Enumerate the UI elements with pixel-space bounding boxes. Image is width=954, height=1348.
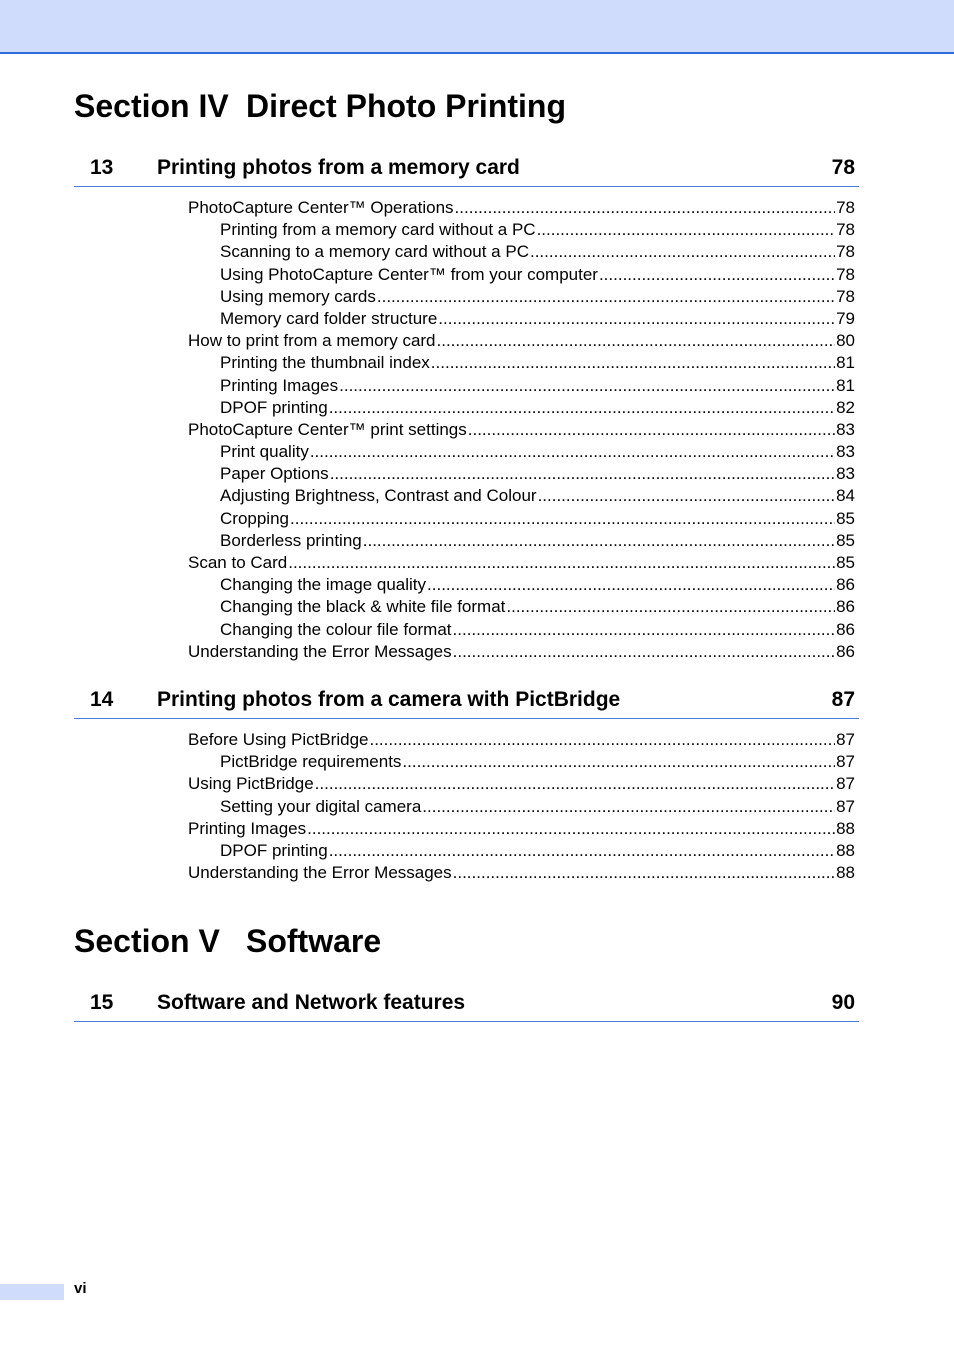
toc-entry-page: 85 — [836, 508, 855, 528]
toc-entry[interactable] — [188, 308, 855, 330]
toc-entry-title: Using memory cards — [220, 286, 376, 306]
toc-entry-page: 82 — [836, 397, 855, 417]
toc-entry-title: Changing the colour file format — [220, 619, 452, 639]
dot-leader — [377, 286, 835, 308]
toc-entry-page: 83 — [836, 419, 855, 439]
toc-entry-title: Using PhotoCapture Center™ from your computer — [220, 264, 598, 284]
toc-entry[interactable] — [188, 751, 855, 773]
toc-entry-page: 87 — [836, 796, 855, 816]
toc-entry-page: 79 — [836, 308, 855, 328]
toc-entry-title: Scan to Card — [188, 553, 288, 572]
dot-leader — [506, 596, 835, 618]
chapter-number: 14 — [90, 688, 114, 711]
toc-entry-page: 85 — [836, 553, 855, 572]
toc-entry-page: 78 — [836, 198, 855, 217]
toc-entry-title: How to print from a memory card — [188, 331, 436, 351]
chapter-title: Printing photos from a camera with PictBridge — [157, 688, 621, 711]
toc-entry[interactable] — [188, 197, 855, 219]
toc-entries — [188, 729, 855, 884]
toc-entries — [188, 197, 855, 663]
dot-leader — [455, 197, 836, 219]
toc-entry[interactable] — [188, 330, 855, 352]
chapter-page: 87 — [831, 688, 855, 711]
toc-entry-page: 85 — [836, 530, 855, 550]
dot-leader — [307, 818, 835, 840]
dot-leader — [427, 574, 835, 596]
toc-entry[interactable] — [188, 796, 855, 818]
dot-leader — [468, 419, 835, 441]
footer-band — [0, 1284, 64, 1300]
toc-entry-title: Adjusting Brightness, Contrast and Colour — [220, 486, 537, 506]
toc-entry[interactable] — [188, 375, 855, 397]
toc-entry-page: 86 — [836, 619, 855, 639]
section-name: Direct Photo Printing — [246, 88, 566, 124]
dot-leader — [599, 264, 835, 286]
toc-entry-page: 86 — [836, 575, 855, 595]
toc-entry[interactable] — [188, 862, 855, 884]
toc-entry-title: PhotoCapture Center™ Operations — [188, 198, 454, 217]
dot-leader — [530, 241, 835, 263]
dot-leader — [431, 352, 835, 374]
toc-entry-title: Memory card folder structure — [220, 308, 438, 328]
toc-entry-page: 87 — [836, 752, 855, 772]
toc-entry-title: Borderless printing — [220, 530, 362, 550]
toc-entry-title: Printing Images — [220, 375, 339, 395]
dot-leader — [402, 751, 835, 773]
dot-leader — [369, 729, 835, 751]
toc-entry-page: 84 — [836, 486, 855, 506]
toc-entry-title: Printing Images — [188, 818, 307, 838]
toc-entry[interactable] — [188, 419, 855, 441]
chapter-page: 78 — [831, 156, 855, 179]
toc-entry[interactable] — [188, 641, 855, 663]
section-label: Section IV — [74, 88, 229, 124]
dot-leader — [310, 441, 835, 463]
dot-leader — [438, 308, 835, 330]
toc-entry-title: Print quality — [220, 442, 309, 462]
toc-entry-title: DPOF printing — [220, 840, 328, 860]
toc-entry-page: 86 — [836, 597, 855, 617]
toc-entry[interactable] — [188, 485, 855, 507]
chapter-title: Software and Network features — [157, 991, 466, 1014]
toc-entry-title: Setting your digital camera — [220, 796, 422, 816]
dot-leader — [538, 485, 836, 507]
dot-leader — [339, 375, 835, 397]
toc-entry[interactable] — [188, 508, 855, 530]
toc-entry[interactable] — [188, 241, 855, 263]
toc-entry-title: Before Using PictBridge — [188, 730, 369, 749]
toc-entry-page: 88 — [836, 818, 855, 838]
toc-entry-title: PictBridge requirements — [220, 752, 402, 772]
dot-leader — [329, 840, 835, 862]
page-number: vi — [74, 1280, 87, 1297]
toc-entry-page: 78 — [836, 286, 855, 306]
toc-entry-title: Printing from a memory card without a PC — [220, 220, 536, 240]
toc-entry-page: 80 — [836, 331, 855, 351]
toc-entry[interactable] — [188, 219, 855, 241]
toc-entry-page: 83 — [836, 442, 855, 462]
chapter-page: 90 — [831, 991, 855, 1014]
dot-leader — [453, 641, 835, 663]
dot-leader — [290, 508, 835, 530]
section-name: Software — [246, 923, 382, 959]
dot-leader — [329, 397, 835, 419]
toc-entry[interactable] — [188, 574, 855, 596]
chapter-heading[interactable] — [74, 684, 859, 719]
header-band — [0, 0, 954, 54]
section-label: Section V — [74, 923, 220, 959]
dot-leader — [437, 330, 836, 352]
toc-entry[interactable] — [188, 729, 855, 751]
toc-entry-page: 87 — [836, 730, 855, 749]
toc-entry-title: Understanding the Error Messages — [188, 863, 452, 883]
toc-entry[interactable] — [188, 818, 855, 840]
toc-entry-title: PhotoCapture Center™ print settings — [188, 419, 467, 439]
chapter-heading[interactable] — [74, 152, 859, 187]
chapter-title: Printing photos from a memory card — [157, 156, 520, 179]
toc-entry-page: 88 — [836, 863, 855, 883]
toc-entry[interactable] — [188, 286, 855, 308]
chapter-number: 15 — [90, 991, 114, 1014]
toc-entry-title: Understanding the Error Messages — [188, 641, 452, 661]
toc-entry-title: Changing the black & white file format — [220, 597, 506, 617]
toc-entry-page: 88 — [836, 840, 855, 860]
dot-leader — [315, 773, 835, 795]
dot-leader — [330, 463, 835, 485]
section-title — [74, 88, 566, 124]
toc-entry-page: 81 — [836, 375, 855, 395]
toc-entry-page: 83 — [836, 464, 855, 484]
toc-entry[interactable] — [188, 530, 855, 552]
dot-leader — [288, 552, 835, 574]
chapter-number: 13 — [90, 156, 114, 179]
toc-entry[interactable] — [188, 264, 855, 286]
dot-leader — [422, 796, 835, 818]
toc-entry[interactable] — [188, 596, 855, 618]
toc-entry[interactable] — [188, 840, 855, 862]
dot-leader — [453, 619, 836, 641]
dot-leader — [363, 530, 835, 552]
toc-entry-page: 81 — [836, 353, 855, 373]
toc-entry-title: DPOF printing — [220, 397, 328, 417]
toc-entry-page: 78 — [836, 264, 855, 284]
toc-entry-title: Using PictBridge — [188, 774, 314, 794]
toc-entry[interactable] — [188, 352, 855, 374]
toc-entry[interactable] — [188, 397, 855, 419]
toc-entry-title: Changing the image quality — [220, 575, 427, 595]
dot-leader — [537, 219, 836, 241]
toc-entry[interactable] — [188, 441, 855, 463]
toc-entry[interactable] — [188, 552, 855, 574]
toc-entry-page: 86 — [836, 641, 855, 661]
section-title — [74, 923, 382, 959]
toc-entry-page: 78 — [836, 242, 855, 262]
dot-leader — [453, 862, 835, 884]
toc-entry-title: Cropping — [220, 508, 289, 528]
toc-entry-title: Scanning to a memory card without a PC — [220, 242, 529, 262]
chapter-heading[interactable] — [74, 987, 859, 1022]
toc-entry[interactable] — [188, 773, 855, 795]
toc-entry-title: Paper Options — [220, 464, 329, 484]
toc-entry-page: 78 — [836, 220, 855, 240]
toc-entry-title: Printing the thumbnail index — [220, 353, 430, 373]
toc-entry-page: 87 — [836, 774, 855, 794]
toc-entry[interactable] — [188, 619, 855, 641]
toc-entry[interactable] — [188, 463, 855, 485]
